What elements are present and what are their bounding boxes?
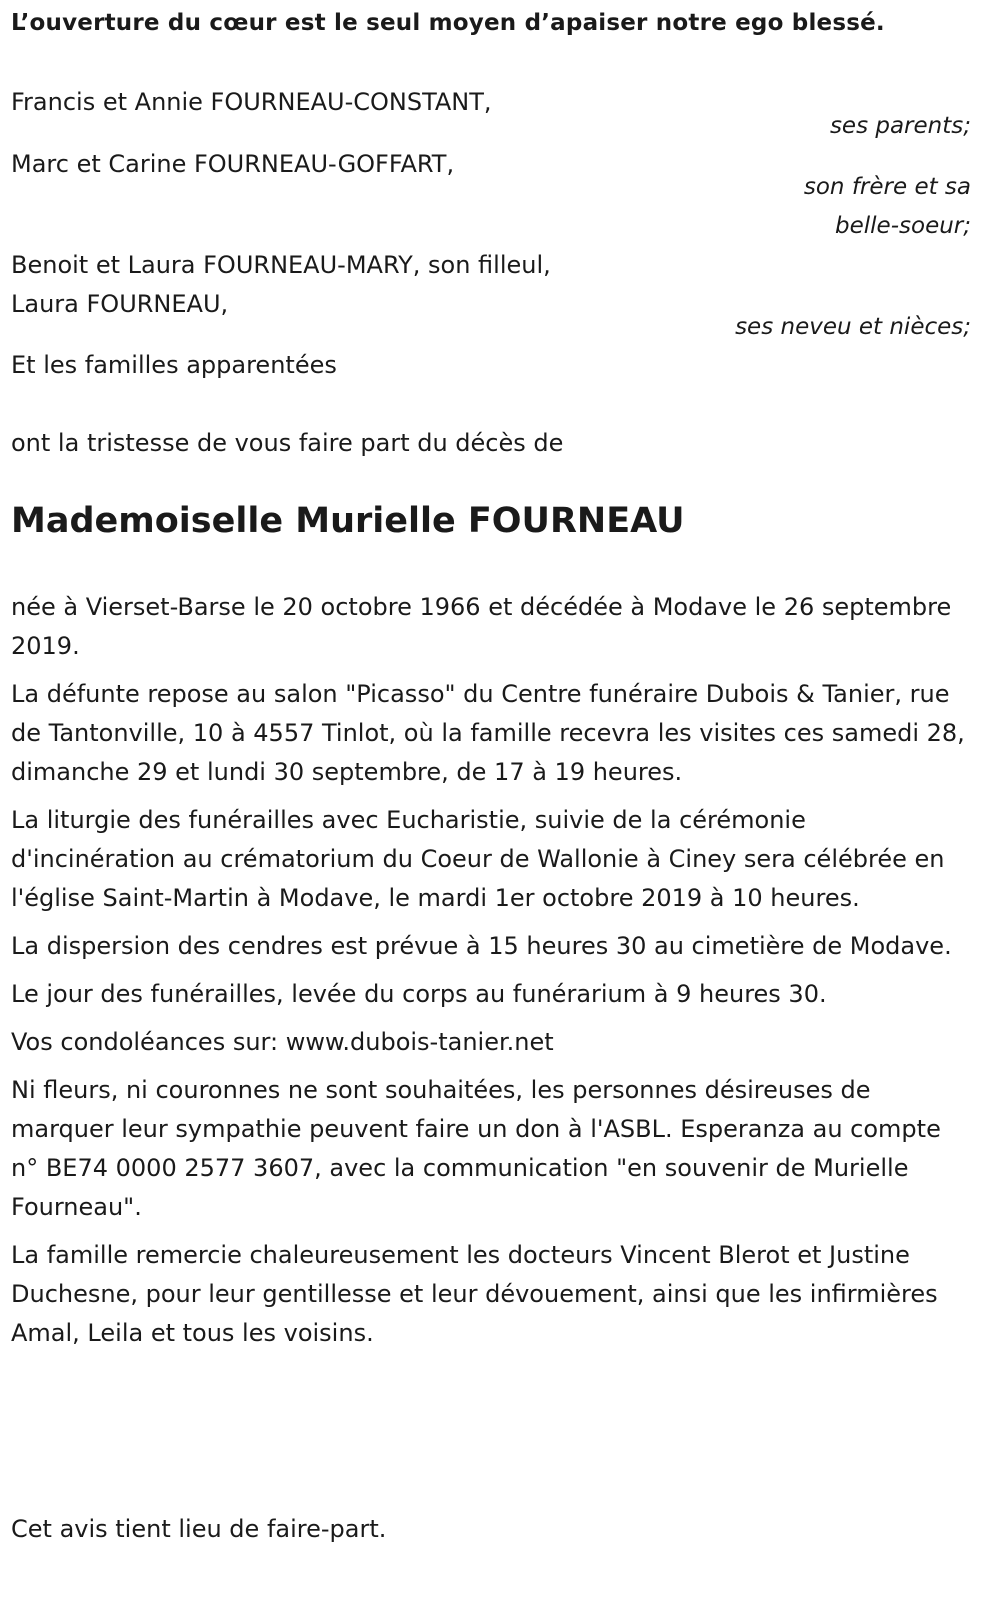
parents-relation: ses parents; <box>829 113 971 139</box>
liturgy-paragraph: La liturgie des funérailles avec Eucharistie, suivie de la cérémonie d'incinération au crématorium du Coeur de Wallonie à Ciney sera célébrée en l'église Saint-Martin à Modave, le mardi 1er octobre 2019 à 10 heures. <box>11 806 945 912</box>
parents-names: Francis et Annie FOURNEAU-CONSTANT, <box>11 88 492 116</box>
ashes-paragraph: La dispersion des cendres est prévue à 15 heures 30 au cimetière de Modave. <box>11 932 952 960</box>
nephew-names: Benoit et Laura FOURNEAU-MARY, son filleul, <box>11 251 551 279</box>
funeral-day-paragraph: Le jour des funérailles, levée du corps au funérarium à 9 heures 30. <box>11 980 827 1008</box>
brother-relation-line1: son frère et sa <box>803 174 971 200</box>
deceased-name: Mademoiselle Murielle FOURNEAU <box>11 501 685 541</box>
brother-relation-line2: belle-soeur; <box>835 213 971 239</box>
niece-names: Laura FOURNEAU, <box>11 290 229 318</box>
donation-paragraph: Ni fleurs, ni couronnes ne sont souhaitées, les personnes désireuses de marquer leur sympathie peuvent faire un don à l'ASBL. Esperanza au compte n° BE74 0000 2577 3607, avec la communication "en souvenir de Murielle Fourneau". <box>11 1076 941 1221</box>
nephew-relation: ses neveu et nièces; <box>735 314 971 340</box>
closing-note: Cet avis tient lieu de faire-part. <box>11 1515 387 1543</box>
epigraph-quote: L’ouverture du cœur est le seul moyen d’apaiser notre ego blessé. <box>11 10 885 36</box>
condolences-paragraph: Vos condoléances sur: www.dubois-tanier.net <box>11 1028 554 1056</box>
announcement-text: ont la tristesse de vous faire part du décès de <box>11 429 564 457</box>
related-families: Et les familles apparentées <box>11 351 337 379</box>
viewing-paragraph: La défunte repose au salon "Picasso" du Centre funéraire Dubois & Tanier, rue de Tantonville, 10 à 4557 Tinlot, où la famille recevra les visites ces samedi 28, dimanche 29 et lundi 30 septembre, de 17 à 19 heures. <box>11 680 965 786</box>
thanks-paragraph: La famille remercie chaleureusement les docteurs Vincent Blerot et Justine Duchesne, pour leur gentillesse et leur dévouement, ainsi que les infirmières Amal, Leila et tous les voisins. <box>11 1241 938 1347</box>
obituary-body <box>11 588 966 1362</box>
brother-names: Marc et Carine FOURNEAU-GOFFART, <box>11 150 455 178</box>
birth-death-paragraph: née à Vierset-Barse le 20 octobre 1966 et décédée à Modave le 26 septembre 2019. <box>11 593 952 660</box>
